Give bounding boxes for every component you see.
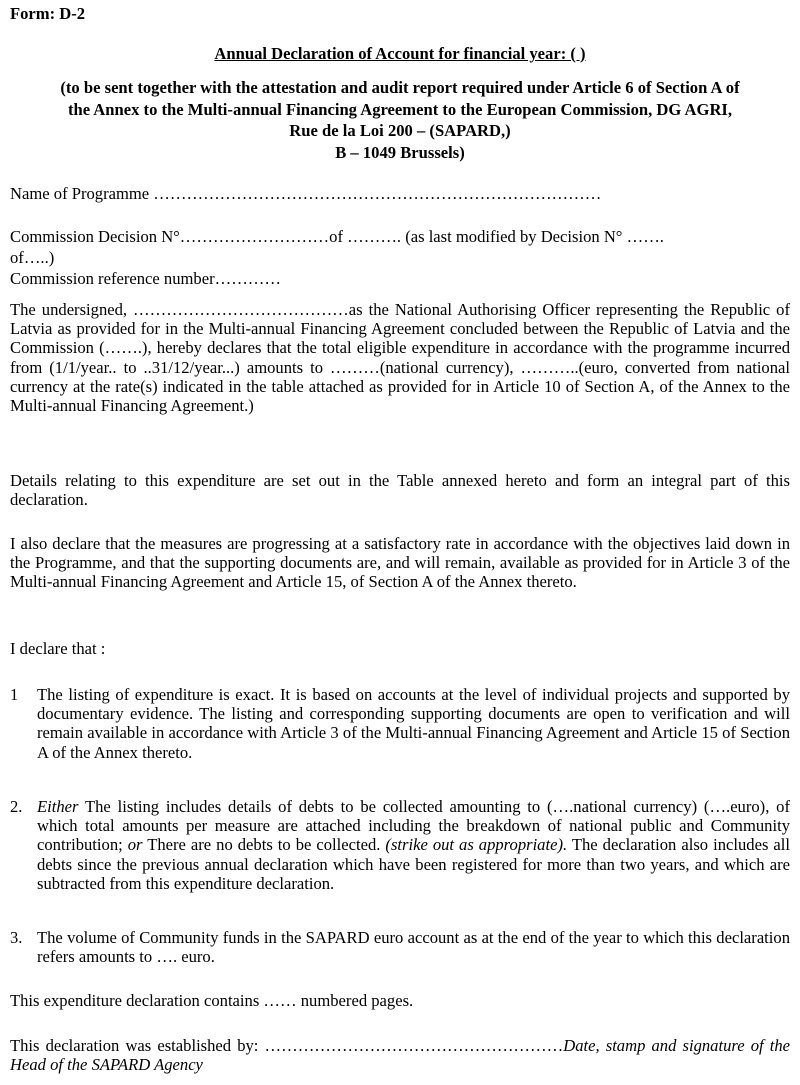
item-text-part: The declaration also includes all debts since the previous annual declaration which have been registered for more than two years, and which are subtracted from this expenditure declaration.	[37, 835, 790, 893]
submission-instructions	[10, 77, 790, 163]
item-text	[37, 797, 790, 893]
undersigned-paragraph: The undersigned, …………………………………as the National Authorising Officer representing the Republic of Latvia as provided for in the Multi-annual Financing Agreement concluded between the Republic of Latvia and the Commission (…….), hereby declares that the total eligible expenditure in accordance with the programme incurred from (1/1/year.. to ..31/12/year...) amounts to ………(national currency), ………..(euro, converted from national currency at the rate(s) indicated in the table attached as provided for in Article 10 of Section A, of the Annex to the Multi-annual Financing Agreement.)	[10, 300, 790, 416]
document-title	[0, 44, 800, 63]
item-text: The listing of expenditure is exact. It is based on accounts at the level of individual projects and supported by documentary evidence. The listing and corresponding supporting documents are open to verification and will remain available in accordance with Article 3 of the Multi-annual Financing Agreement and Article 15 of Section A of the Annex thereto.	[37, 685, 790, 762]
item-number: 1	[10, 685, 19, 704]
subtitle-line: B – 1049 Brussels)	[335, 142, 465, 162]
either-label: Either	[37, 797, 79, 816]
declaration-item-1	[10, 685, 790, 762]
item-text-part: There are no debts to be collected.	[142, 835, 386, 855]
subtitle-line: Rue de la Loi 200 – (SAPARD,)	[289, 121, 511, 141]
commission-reference-field: Commission reference number…………	[10, 269, 281, 288]
strike-out-note: (strike out as appropriate).	[385, 835, 568, 855]
established-by-text: This declaration was established by: ………………………………………………	[10, 1036, 564, 1055]
details-paragraph: Details relating to this expenditure are set out in the Table annexed hereto and form an integral part of this declaration.	[10, 471, 790, 510]
declare-that-heading: I declare that :	[10, 639, 106, 658]
programme-name-field: Name of Programme ………………………………………………………………………	[10, 184, 602, 203]
commission-decision-field: Commission Decision N°………………………of ………. (as last modified by Decision N° …….	[10, 227, 664, 246]
declaration-item-2	[10, 797, 790, 893]
commission-decision-field-cont: of…..)	[10, 248, 55, 267]
item-number: 2.	[10, 797, 23, 816]
subtitle-line: the Annex to the Multi-annual Financing Agreement to the European Commission, DG AGRI,	[67, 99, 733, 119]
item-text-part: The listing includes details of debts to be collected amounting to (….national currency) (….euro), of which total amounts per measure are attached including the breakdown of national public and Community contribution;	[37, 797, 790, 855]
item-number: 3.	[10, 928, 23, 947]
established-by-statement	[10, 1036, 790, 1074]
document-title-text: Annual Declaration of Account for financial year: ( )	[214, 44, 586, 63]
form-id: Form: D-2	[10, 4, 86, 23]
also-declare-paragraph: I also declare that the measures are progressing at a satisfactory rate in accordance with the objectives laid down in the Programme, and that the supporting documents are, and will remain, available as provided for in Article 3 of the Multi-annual Financing Agreement and Article 15, of Section A of the Annex thereto.	[10, 534, 790, 592]
item-text: The volume of Community funds in the SAPARD euro account as at the end of the year to which this declaration refers amounts to …. euro.	[37, 928, 790, 967]
page-count-statement: This expenditure declaration contains …… numbered pages.	[10, 991, 414, 1010]
or-label: or	[127, 835, 143, 855]
declaration-item-3	[10, 928, 790, 966]
signature-note: Date, stamp and signature of the Head of the SAPARD Agency	[10, 1036, 790, 1075]
subtitle-line: (to be sent together with the attestation and audit report required under Article 6 of Section A of	[60, 78, 740, 97]
